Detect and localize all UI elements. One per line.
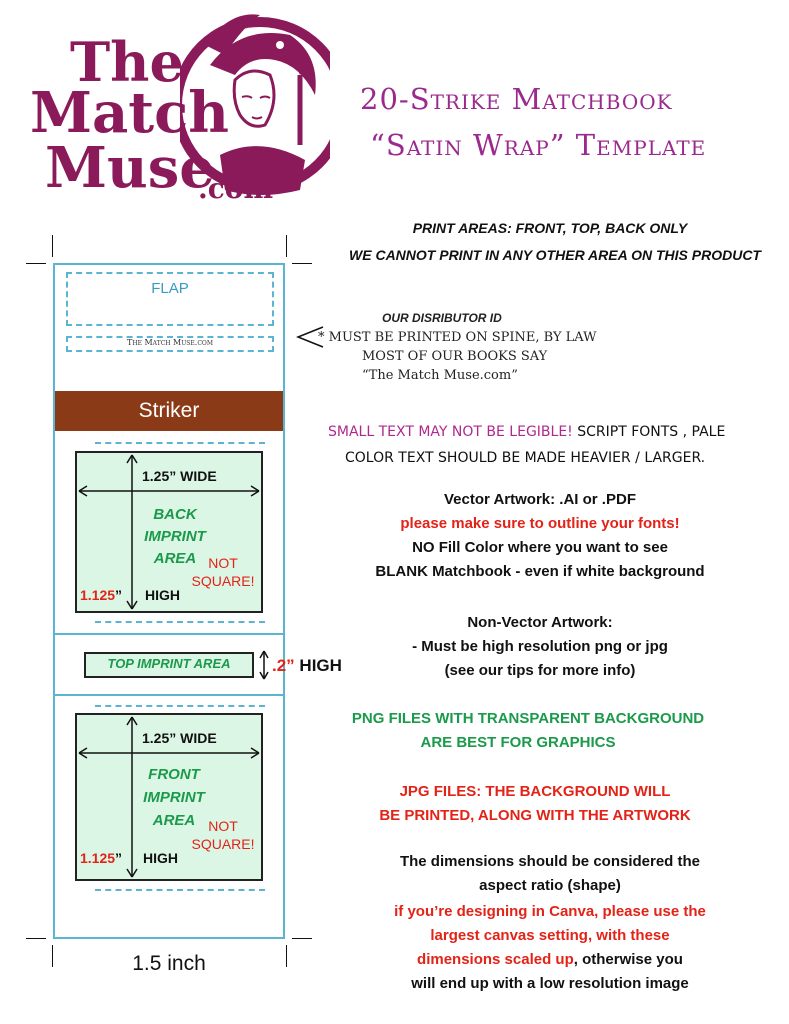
crop-mark — [52, 235, 53, 257]
front-height-label: 1.125” — [80, 850, 123, 866]
crop-mark — [26, 938, 46, 939]
distributor-line-4: “The Match Muse.com” — [362, 368, 518, 383]
top-imprint-label: TOP IMPRINT AREA — [107, 656, 231, 671]
crop-mark — [292, 263, 312, 264]
print-areas-line-1: PRINT AREAS: FRONT, TOP, BACK ONLY — [412, 220, 688, 236]
dimensions-line-5 — [340, 951, 760, 968]
safe-line — [95, 442, 265, 444]
nonvector-line-3: (see our tips for more info) — [444, 662, 636, 679]
fold-line — [53, 694, 285, 696]
back-height-label: 1.125” — [80, 587, 123, 603]
logo — [30, 5, 350, 220]
distributor-line-3: MOST OF OUR BOOKS SAY — [362, 349, 548, 364]
png-line-2: ARE BEST FOR GRAPHICS — [420, 734, 616, 751]
dimensions-line-4: largest canvas setting, with these — [430, 927, 670, 944]
front-area-line-3: AREA — [152, 812, 196, 829]
front-width-label: 1.25” WIDE — [142, 730, 217, 746]
nonvector-line-1: Non-Vector Artwork: — [467, 614, 613, 631]
jpg-line-2: BE PRINTED, ALONG WITH THE ARTWORK — [379, 807, 691, 824]
logo-word-the: The — [70, 30, 184, 94]
top-height-label: .2” HIGH — [272, 656, 342, 675]
dimensions-line-2: aspect ratio (shape) — [479, 877, 621, 894]
back-width-label: 1.25” WIDE — [142, 468, 217, 484]
jpg-line-1: JPG FILES: THE BACKGROUND WILL — [399, 783, 671, 800]
crop-mark — [292, 938, 312, 939]
dimensions-line-6: will end up with a low resolution image — [411, 975, 689, 992]
distributor-line-1: OUR DISRIBUTOR ID — [382, 311, 502, 325]
title-line-2: “Satin Wrap” Template — [370, 128, 707, 162]
vector-line-3: NO Fill Color where you want to see — [412, 539, 668, 556]
back-not-label: NOT — [208, 555, 238, 571]
vector-line-1: Vector Artwork: .AI or .PDF — [444, 491, 636, 508]
logo-word-com: .com — [198, 172, 274, 205]
front-area-line-1: FRONT — [148, 766, 200, 783]
png-line-1: PNG FILES WITH TRANSPARENT BACKGROUND — [351, 710, 705, 727]
top-height-arrow — [257, 649, 271, 681]
back-area-line-1: BACK — [153, 506, 197, 523]
front-high-label: HIGH — [143, 850, 178, 866]
back-area-line-2: IMPRINT — [144, 528, 206, 545]
dimensions-line-1: The dimensions should be considered the — [399, 853, 701, 870]
dimensions-scaled-up: dimensions scaled up — [417, 951, 574, 968]
legibility-line-1 — [328, 424, 725, 440]
crop-mark — [26, 263, 46, 264]
book-width-label: 1.5 inch — [132, 952, 206, 975]
legibility-warning: SMALL TEXT MAY NOT BE LEGIBLE! — [328, 424, 573, 440]
spine-id: The Match Muse.com — [127, 338, 213, 347]
logo-word-match: Match — [30, 80, 229, 146]
front-square-label: SQUARE! — [191, 836, 255, 852]
logo-word-muse: Muse — [45, 135, 215, 201]
safe-line — [95, 705, 265, 707]
dimensions-otherwise: , otherwise you — [573, 951, 683, 968]
fold-line — [53, 633, 285, 635]
legibility-rest: SCRIPT FONTS , PALE — [572, 424, 726, 440]
striker: Striker — [55, 391, 283, 431]
back-area-line-3: AREA — [153, 550, 197, 567]
nonvector-line-2: - Must be high resolution png or jpg — [412, 638, 668, 655]
safe-line — [95, 889, 265, 891]
vector-line-2: please make sure to outline your fonts! — [400, 515, 680, 532]
crop-mark — [286, 235, 287, 257]
legibility-line-2: COLOR TEXT SHOULD BE MADE HEAVIER / LARGER. — [345, 450, 706, 466]
front-not-label: NOT — [208, 818, 238, 834]
distributor-line-2: * MUST BE PRINTED ON SPINE, BY LAW — [318, 330, 597, 345]
back-high-label: HIGH — [145, 587, 180, 603]
title-line-1: 20-Strike Matchbook — [360, 82, 673, 116]
front-area-line-2: IMPRINT — [143, 789, 205, 806]
back-square-label: SQUARE! — [191, 573, 255, 589]
dimensions-line-3: if you’re designing in Canva, please use the — [394, 903, 706, 920]
flap-label: FLAP — [151, 280, 189, 297]
crop-mark — [286, 945, 287, 967]
safe-line — [95, 621, 265, 623]
print-areas-line-2: WE CANNOT PRINT IN ANY OTHER AREA ON THIS PRODUCT — [349, 247, 761, 263]
vector-line-4: BLANK Matchbook - even if white background — [375, 563, 705, 580]
